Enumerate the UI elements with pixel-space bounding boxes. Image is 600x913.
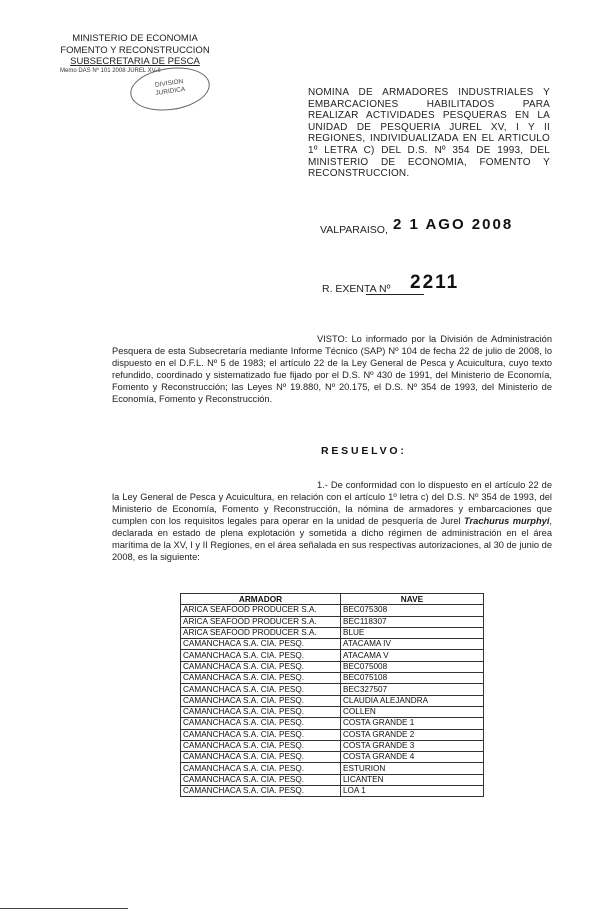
armador-cell: CAMANCHACA S.A. CIA. PESQ. bbox=[181, 729, 341, 740]
table-row bbox=[181, 786, 484, 797]
table-row bbox=[181, 752, 484, 763]
nave-cell: BEC075008 bbox=[341, 661, 484, 672]
armador-cell: CAMANCHACA S.A. CIA. PESQ. bbox=[181, 740, 341, 751]
table-row bbox=[181, 695, 484, 706]
nave-cell: BEC118307 bbox=[341, 616, 484, 627]
paragraph-text-before: 1.- De conformidad con lo dispuesto en el artículo 22 de la Ley General de Pesca y Acuicultura, en relación con el artículo 1º letra c) del D.S. Nº 354 de 1993, del Ministerio de Economía, Fomento y Reconstrucción, la nómina de armadores y embarcaciones que cumplen con los requisitos legales para operar en la unidad de pesquería de Jurel bbox=[112, 480, 552, 526]
resolution-number: 2211 bbox=[410, 272, 460, 293]
armador-cell: CAMANCHACA S.A. CIA. PESQ. bbox=[181, 786, 341, 797]
table-row bbox=[181, 673, 484, 684]
nave-cell: COSTA GRANDE 1 bbox=[341, 718, 484, 729]
resolution-underline bbox=[366, 294, 424, 295]
armador-cell: CAMANCHACA S.A. CIA. PESQ. bbox=[181, 695, 341, 706]
table-row bbox=[181, 706, 484, 717]
table-header-row bbox=[181, 594, 484, 605]
resuelvo-heading: RESUELVO: bbox=[321, 445, 407, 457]
header-nave: NAVE bbox=[341, 594, 484, 605]
table-row bbox=[181, 684, 484, 695]
armador-cell: CAMANCHACA S.A. CIA. PESQ. bbox=[181, 752, 341, 763]
table-row bbox=[181, 650, 484, 661]
table-body bbox=[181, 605, 484, 797]
nave-cell: LOA 1 bbox=[341, 786, 484, 797]
nave-cell: COSTA GRANDE 3 bbox=[341, 740, 484, 751]
nave-cell: COSTA GRANDE 2 bbox=[341, 729, 484, 740]
nave-cell: ATACAMA IV bbox=[341, 639, 484, 650]
armador-cell: CAMANCHACA S.A. CIA. PESQ. bbox=[181, 706, 341, 717]
table-row bbox=[181, 718, 484, 729]
table-row bbox=[181, 774, 484, 785]
nave-cell: ATACAMA V bbox=[341, 650, 484, 661]
armador-cell: CAMANCHACA S.A. CIA. PESQ. bbox=[181, 661, 341, 672]
table-row bbox=[181, 616, 484, 627]
memo-reference: Memo DAS Nº 101 2008 JUREL XV-II bbox=[60, 68, 161, 74]
table-row bbox=[181, 740, 484, 751]
nave-cell: BEC327507 bbox=[341, 684, 484, 695]
place: VALPARAISO, bbox=[320, 224, 388, 236]
ministry-header bbox=[50, 33, 220, 68]
armador-cell: CAMANCHACA S.A. CIA. PESQ. bbox=[181, 639, 341, 650]
header-armador: ARMADOR bbox=[181, 594, 341, 605]
table-row bbox=[181, 605, 484, 616]
resolution-label: R. EXENTA Nº bbox=[322, 283, 391, 295]
subsecretaria-name: SUBSECRETARIA DE PESCA bbox=[70, 56, 200, 67]
vessels-table bbox=[180, 593, 484, 797]
nave-cell: COLLEN bbox=[341, 706, 484, 717]
paragraph-text-after: , declarada en estado de plena explotación y sometida a dicho régimen de administración en el área marítima de la XV, I y II Regiones, en el área señalada en sus respectivas autorizaciones, al 30 de junio de 2008, es la siguiente: bbox=[112, 516, 552, 562]
nave-cell: CLAUDIA ALEJANDRA bbox=[341, 695, 484, 706]
nave-cell: BEC075108 bbox=[341, 673, 484, 684]
table-row bbox=[181, 661, 484, 672]
armador-cell: CAMANCHACA S.A. CIA. PESQ. bbox=[181, 774, 341, 785]
document-title: NOMINA DE ARMADORES INDUSTRIALES Y EMBARCACIONES HABILITADOS PARA REALIZAR ACTIVIDADES PESQUERAS EN LA UNIDAD DE PESQUERIA JUREL XV, I Y II REGIONES, INDIVIDUALIZADA EN EL ARTICULO 1º LETRA C) DEL D.S. Nº 354 DE 1993, DEL MINISTERIO DE ECONOMIA, FOMENTO Y RECONSTRUCCION. bbox=[308, 87, 550, 180]
ministry-name: MINISTERIO DE ECONOMIA bbox=[72, 33, 198, 44]
table-row bbox=[181, 639, 484, 650]
table-row bbox=[181, 627, 484, 638]
species-name: Trachurus murphyi bbox=[464, 516, 550, 526]
nave-cell: ESTURION bbox=[341, 763, 484, 774]
footer-rule bbox=[0, 908, 128, 909]
stamp-line-1: DIVISION bbox=[154, 78, 184, 90]
resolution-paragraph-1 bbox=[112, 479, 552, 563]
table-row bbox=[181, 763, 484, 774]
nave-cell: COSTA GRANDE 4 bbox=[341, 752, 484, 763]
armador-cell: ARICA SEAFOOD PRODUCER S.A. bbox=[181, 605, 341, 616]
armador-cell: ARICA SEAFOOD PRODUCER S.A. bbox=[181, 616, 341, 627]
armador-cell: CAMANCHACA S.A. CIA. PESQ. bbox=[181, 650, 341, 661]
nave-cell: LICANTEN bbox=[341, 774, 484, 785]
nave-cell: BLUE bbox=[341, 627, 484, 638]
table-row bbox=[181, 729, 484, 740]
nave-cell: BEC075308 bbox=[341, 605, 484, 616]
armador-cell: ARICA SEAFOOD PRODUCER S.A. bbox=[181, 627, 341, 638]
stamp-line-2: JURIDICA bbox=[155, 85, 186, 98]
armador-cell: CAMANCHACA S.A. CIA. PESQ. bbox=[181, 718, 341, 729]
armador-cell: CAMANCHACA S.A. CIA. PESQ. bbox=[181, 763, 341, 774]
ministry-subname: FOMENTO Y RECONSTRUCCION bbox=[60, 44, 210, 56]
visto-paragraph: VISTO: Lo informado por la División de Administración Pesquera de esta Subsecretaría mediante Informe Técnico (SAP) Nº 104 de fecha 22 de julio de 2008, lo dispuesto en el D.F.L. Nº 5 de 1983; el artículo 22 de la Ley General de Pesca y Acuicultura, cuyo texto refundido, coordinado y sistematizado fue fijado por el D.S. Nº 430 de 1991, del Ministerio de Economía, Fomento y Reconstrucción; las Leyes Nº 19.880, Nº 20.175, el D.S. Nº 354 de 1993, del Ministerio de Economía, Fomento y Reconstrucción. bbox=[112, 334, 552, 404]
date-stamp: 2 1 AGO 2008 bbox=[393, 216, 514, 233]
armador-cell: CAMANCHACA S.A. CIA. PESQ. bbox=[181, 684, 341, 695]
armador-cell: CAMANCHACA S.A. CIA. PESQ. bbox=[181, 673, 341, 684]
